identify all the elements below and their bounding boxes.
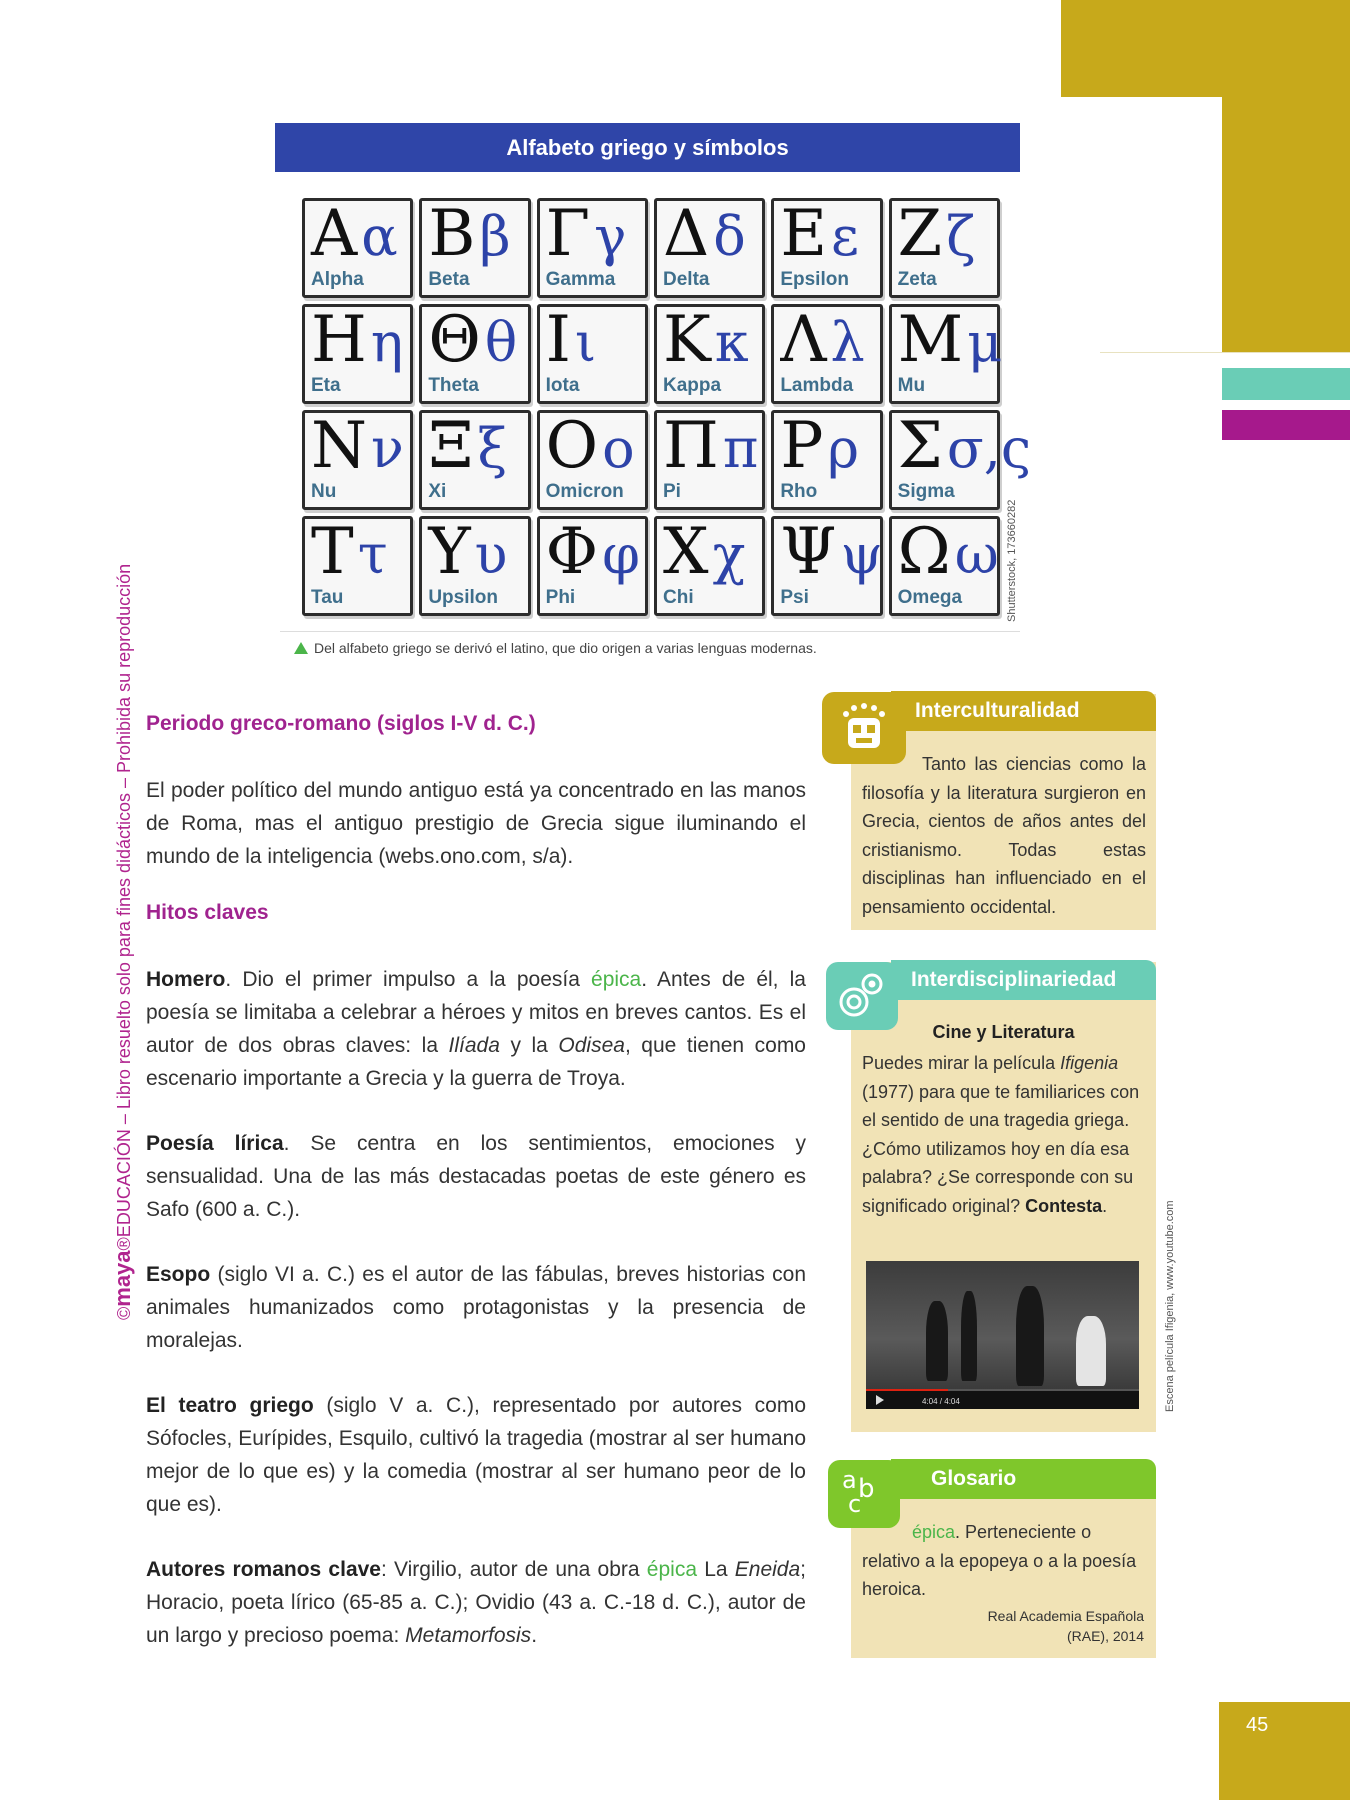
letter-glyphs <box>546 303 596 377</box>
letter-glyphs <box>663 303 749 377</box>
letter-glyphs <box>663 515 745 589</box>
lowercase-letter: θ <box>484 311 518 374</box>
video-credit: Escena película Ifigenia, www.youtube.com <box>1164 1200 1176 1412</box>
page-number: 45 <box>1246 1714 1269 1736</box>
uppercase-letter: Π <box>663 409 719 483</box>
decorative-teal-bar <box>1222 368 1350 400</box>
romanos-text-3: ; Horacio, poeta lírico (65-85 a. C.); Ovidio (43 a. C.-18 d. C.), autor de un largo y precioso poema: <box>146 1558 806 1647</box>
letter-glyphs <box>428 409 507 483</box>
letter-glyphs <box>898 515 999 589</box>
homero-text-4: , que tienen como escenario importante a Grecia y la guerra de Troya. <box>146 1034 806 1090</box>
letter-card-theta <box>419 304 530 404</box>
brand-logo-text: maya <box>110 1250 135 1307</box>
letter-name: Alpha <box>311 269 364 290</box>
figure-title: Alfabeto griego y símbolos <box>275 123 1020 172</box>
uppercase-letter: Υ <box>428 515 471 589</box>
video-figure <box>961 1291 977 1381</box>
uppercase-letter: Ν <box>311 409 367 483</box>
letter-name: Beta <box>428 269 470 290</box>
video-scene <box>866 1261 1139 1391</box>
contesta-prompt: Contesta <box>1025 1195 1103 1216</box>
source-line-2: (RAE), 2014 <box>1066 1628 1144 1644</box>
glosario-text <box>862 1518 1150 1604</box>
copyright-symbol: © <box>114 1306 134 1320</box>
uppercase-letter: Τ <box>311 515 354 589</box>
triangle-icon <box>294 642 308 654</box>
video-controls <box>866 1391 1139 1409</box>
letter-card-tau <box>302 516 413 616</box>
source-line-1: Real Academia Española <box>987 1608 1144 1624</box>
romanos-term: Autores romanos clave <box>146 1558 381 1581</box>
letter-card-mu <box>889 303 1003 404</box>
lirica-paragraph <box>146 1127 806 1226</box>
letter-glyphs <box>780 303 864 377</box>
letter-name: Upsilon <box>428 587 498 608</box>
letter-name: Rho <box>780 481 818 502</box>
video-time: 4:04 / 4:04 <box>922 1397 960 1406</box>
romanos-paragraph <box>146 1553 806 1652</box>
abc-icon-letter: c <box>848 1490 862 1518</box>
letter-glyphs <box>311 409 404 483</box>
letter-glyphs <box>428 303 517 377</box>
uppercase-letter: Γ <box>545 197 591 271</box>
interd-text-1: Puedes mirar la película <box>862 1053 1061 1073</box>
letter-card-omicron <box>537 410 648 510</box>
figure-caption <box>294 640 817 656</box>
intro-paragraph: El poder político del mundo antiguo está ya concentrado en las manos de Roma, mas el antiguo prestigio de Grecia sigue iluminando el mundo de la inteligencia (webs.ono.com, s/a). <box>146 779 806 868</box>
letter-card-beta <box>419 198 530 298</box>
lowercase-letter: γ <box>594 205 627 268</box>
lowercase-letter: υ <box>474 523 508 586</box>
uppercase-letter: Η <box>311 303 367 377</box>
letter-name: Nu <box>311 481 337 502</box>
letter-name: Eta <box>311 375 341 396</box>
side-copyright <box>110 564 136 1320</box>
video-figure <box>1076 1316 1106 1386</box>
letter-name: Chi <box>663 587 694 608</box>
odisea-title: Odisea <box>558 1034 625 1057</box>
letter-card-zeta <box>889 198 1000 298</box>
letter-name: Kappa <box>663 375 722 396</box>
letter-name: Pi <box>663 481 681 502</box>
letter-card-nu <box>302 410 413 510</box>
lowercase-letter: α <box>361 205 398 268</box>
letter-glyphs <box>663 197 746 271</box>
target-circles-icon <box>826 962 898 1030</box>
lirica-term: Poesía lírica <box>146 1132 284 1155</box>
letter-glyphs <box>898 303 1003 377</box>
letter-card-pi <box>654 410 765 510</box>
uppercase-letter: Ψ <box>780 515 837 589</box>
letter-name: Theta <box>428 375 480 396</box>
interdisciplinariedad-text <box>862 1049 1150 1220</box>
lowercase-letter: β <box>479 205 511 268</box>
lowercase-letter: τ <box>357 523 388 586</box>
letter-name: Iota <box>545 375 580 396</box>
uppercase-letter: Λ <box>780 303 827 377</box>
lowercase-letter: ρ <box>827 417 860 480</box>
letter-glyphs <box>663 409 758 483</box>
letter-glyphs <box>780 197 859 271</box>
letter-glyphs <box>546 197 627 271</box>
metamorfosis-title: Metamorfosis <box>405 1624 532 1647</box>
lowercase-letter: ω <box>954 523 999 586</box>
glossary-term-epica[interactable]: épica <box>591 968 642 991</box>
lowercase-letter: ν <box>371 417 404 480</box>
letter-glyphs <box>546 409 635 483</box>
letter-name: Zeta <box>897 269 937 290</box>
interdisciplinariedad-title: Interdisciplinariedad <box>891 960 1156 1000</box>
video-figure <box>926 1301 948 1381</box>
section-heading: Periodo greco-romano (siglos I-V d. C.) <box>146 712 536 735</box>
glossary-term-epica-2[interactable]: épica <box>646 1558 697 1581</box>
letter-glyphs <box>780 515 882 589</box>
uppercase-letter: Ω <box>897 515 951 589</box>
video-player[interactable] <box>866 1261 1139 1409</box>
iliada-title: Ilíada <box>448 1034 500 1057</box>
letter-name: Xi <box>428 481 447 502</box>
letter-glyphs <box>428 197 510 271</box>
uppercase-letter: Δ <box>663 197 710 271</box>
letter-card-chi <box>654 516 765 616</box>
esopo-term: Esopo <box>146 1263 211 1286</box>
letter-card-omega <box>889 516 1000 616</box>
glosario-source <box>862 1606 1144 1646</box>
letter-card-phi <box>537 516 648 616</box>
decorative-magenta-bar <box>1222 410 1350 440</box>
uppercase-letter: Β <box>428 197 476 271</box>
letter-name: Psi <box>780 587 809 608</box>
esopo-paragraph <box>146 1258 806 1357</box>
lowercase-letter: ι <box>574 311 597 374</box>
lowercase-letter: μ <box>967 311 1003 374</box>
decorative-gold-bar-right <box>1222 97 1350 353</box>
glosario-definition: . Perteneciente o relativo a la epopeya o a la poesía heroica. <box>862 1522 1137 1599</box>
homero-paragraph <box>146 963 806 1095</box>
page-number-box <box>1219 1702 1350 1800</box>
letter-card-delta <box>654 198 765 298</box>
uppercase-letter: Φ <box>545 515 599 589</box>
copyright-text: ®EDUCACIÓN – Libro resuelto solo para fines didácticos – Prohibida su reproducción <box>114 563 134 1251</box>
uppercase-letter: Ι <box>545 303 571 377</box>
letter-name: Omicron <box>545 481 624 502</box>
letter-name: Lambda <box>780 375 854 396</box>
play-icon[interactable] <box>876 1395 884 1405</box>
interdisciplinariedad-subtitle: Cine y Literatura <box>932 1022 1075 1042</box>
esopo-text: (siglo VI a. C.) es el autor de las fábulas, breves historias con animales humanizados como protagonistas y la presencia de moralejas. <box>146 1263 806 1352</box>
lowercase-letter: ο <box>602 417 635 480</box>
lowercase-letter: χ <box>712 523 746 586</box>
letter-card-lambda <box>771 304 882 404</box>
letter-glyphs <box>311 197 398 271</box>
letter-name: Gamma <box>545 269 616 290</box>
letter-card-xi <box>419 410 530 510</box>
uppercase-letter: Σ <box>897 409 943 483</box>
letter-card-iota <box>537 304 648 404</box>
letter-card-psi <box>771 516 882 616</box>
decorative-line <box>1100 352 1350 353</box>
homero-term: Homero <box>146 968 226 991</box>
interd-text-2: (1977) para que te familiarices con el sentido de una tragedia griega. ¿Cómo utilizamos hoy en día esa palabra? ¿Se corresponde con su significado original? <box>862 1081 1140 1216</box>
abc-icon-letter: b <box>858 1474 875 1504</box>
romanos-text-2: La <box>697 1558 735 1581</box>
teatro-term: El teatro griego <box>146 1394 314 1417</box>
uppercase-letter: Ο <box>545 409 599 483</box>
teatro-paragraph <box>146 1389 806 1521</box>
letter-card-alpha <box>302 198 413 298</box>
letter-glyphs <box>546 515 640 589</box>
letter-card-sigma <box>889 409 1032 510</box>
interculturalidad-title: Interculturalidad <box>891 691 1156 731</box>
letter-card-kappa <box>654 304 765 404</box>
lowercase-letter: σ,ς <box>946 417 1032 480</box>
letter-card-eta <box>302 304 413 404</box>
letter-glyphs <box>780 409 859 483</box>
main-content <box>146 712 806 1652</box>
lowercase-letter: φ <box>602 523 640 586</box>
lowercase-letter: π <box>722 417 759 480</box>
letter-card-gamma <box>537 198 648 298</box>
lirica-text: . Se centra en los sentimientos, emociones y sensualidad. Una de las más destacadas poetas de este género es Safo (600 a. C.). <box>146 1132 806 1221</box>
decorative-gold-bar-top <box>1061 0 1350 97</box>
lowercase-letter: ξ <box>477 417 508 480</box>
video-figure <box>1016 1286 1044 1386</box>
uppercase-letter: Ζ <box>897 197 943 271</box>
lowercase-letter: ε <box>831 205 860 268</box>
lowercase-letter: ψ <box>840 523 883 586</box>
lowercase-letter: δ <box>713 205 746 268</box>
abc-icon-letter: a <box>842 1466 857 1494</box>
homero-text-3: y la <box>499 1034 559 1057</box>
hitos-heading: Hitos claves <box>146 901 269 924</box>
letter-name: Tau <box>311 587 344 608</box>
interculturalidad-text: Tanto las ciencias como la filosofía y la literatura surgieron en Grecia, cientos de años antes del cristianismo. Todas estas disciplinas han influenciado en el pensamiento occidental. <box>862 754 1146 917</box>
uppercase-letter: Κ <box>663 303 711 377</box>
letter-glyphs <box>428 515 507 589</box>
glosario-term: épica <box>912 1522 956 1542</box>
uppercase-letter: Ξ <box>428 409 474 483</box>
interd-text-3: . <box>1102 1195 1108 1216</box>
lowercase-letter: λ <box>830 311 865 374</box>
image-credit: Shutterstock, 173660282 <box>1006 499 1018 622</box>
lowercase-letter: κ <box>714 311 749 374</box>
letter-name: Sigma <box>897 481 955 502</box>
uppercase-letter: Χ <box>663 515 709 589</box>
uppercase-letter: Ρ <box>780 409 824 483</box>
uppercase-letter: Μ <box>897 303 964 377</box>
uppercase-letter: Ε <box>780 197 828 271</box>
romanos-text-1: : Virgilio, autor de una obra <box>380 1558 647 1581</box>
lowercase-letter: η <box>370 311 404 374</box>
teatro-text: (siglo V a. C.), representado por autores como Sófocles, Eurípides, Esquilo, cultivó la tragedia (mostrar al ser humano mejor de lo que es) y la comedia (mostrar al ser humano peor de lo que es). <box>146 1394 806 1516</box>
letter-card-rho <box>771 410 882 510</box>
homero-text-1: . Dio el primer impulso a la poesía <box>225 968 592 991</box>
homero-text-2: . Antes de él, la poesía se limitaba a celebrar a héroes y mitos en breves cantos. Es el autor de dos obras claves: la <box>146 968 806 1057</box>
letter-glyphs <box>898 409 1032 483</box>
letter-name: Phi <box>545 587 576 608</box>
letter-name: Epsilon <box>780 269 849 290</box>
letter-name: Delta <box>663 269 710 290</box>
letter-glyphs <box>311 515 388 589</box>
caption-divider <box>280 631 1020 632</box>
uppercase-letter: Α <box>311 197 358 271</box>
letter-name: Omega <box>897 587 963 608</box>
lowercase-letter: ζ <box>946 205 976 268</box>
glosario-title: Glosario <box>891 1459 1156 1499</box>
letter-glyphs <box>311 303 403 377</box>
ifigenia-title: Ifigenia <box>1060 1053 1119 1073</box>
letter-glyphs <box>898 197 976 271</box>
letter-name: Mu <box>897 375 926 396</box>
eneida-title: Eneida <box>734 1558 801 1581</box>
uppercase-letter: Θ <box>428 303 481 377</box>
letter-card-upsilon <box>419 516 530 616</box>
caption-text: Del alfabeto griego se derivó el latino, que dio origen a varias lenguas modernas. <box>314 640 817 656</box>
romanos-text-4: . <box>531 1624 538 1647</box>
letter-card-epsilon <box>771 198 882 298</box>
